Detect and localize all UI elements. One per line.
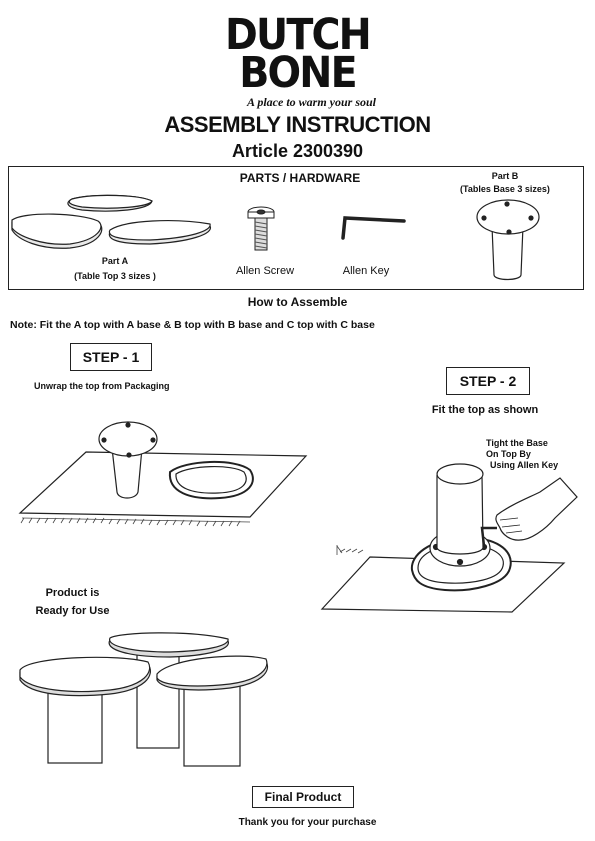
step-1-badge: STEP - 1 — [70, 343, 152, 371]
ready-line-1: Product is — [45, 587, 100, 599]
part-a-table-tops-illustration — [12, 195, 210, 248]
assembly-note: Note: Fit the A top with A base & B top with B base and C top with C base — [10, 319, 375, 331]
step-1-caption: Unwrap the top from Packaging — [34, 381, 170, 391]
thank-you-message: Thank you for your purchase — [238, 817, 377, 828]
callout-line-1: Tight the Base — [486, 438, 548, 448]
parts-heading: PARTS / HARDWARE — [239, 171, 361, 185]
ready-line-2: Ready for Use — [35, 605, 110, 617]
step-2-caption: Fit the top as shown — [431, 404, 539, 416]
allen-key-icon — [343, 218, 404, 238]
brand-line-2: BONE — [239, 48, 356, 98]
brand-tagline: A place to warm your soul — [246, 95, 377, 109]
final-product-badge: Final Product — [252, 786, 354, 808]
final-product-illustration — [20, 633, 268, 766]
part-a-name: Part A — [101, 256, 129, 266]
part-b-base-illustration — [477, 200, 539, 280]
step-2-callout — [486, 438, 586, 471]
step-2-badge: STEP - 2 — [446, 367, 530, 395]
allen-screw-label: Allen Screw — [235, 265, 295, 277]
callout-line-3: Using Allen Key — [490, 460, 559, 470]
step-2-illustration — [322, 464, 577, 612]
brand-line-1: DUTCH — [225, 10, 370, 60]
part-a-description: (Table Top 3 sizes ) — [74, 271, 156, 281]
how-to-assemble-heading: How to Assemble — [247, 295, 348, 309]
document-title: ASSEMBLY INSTRUCTION — [164, 112, 431, 137]
step-1-illustration — [20, 422, 306, 526]
allen-key-label: Allen Key — [342, 265, 390, 277]
callout-line-2: On Top By — [486, 449, 531, 459]
part-b-name: Part B — [491, 171, 519, 181]
allen-screw-icon — [248, 207, 274, 250]
ready-message — [20, 584, 125, 620]
article-number: Article 2300390 — [231, 141, 364, 161]
part-b-description: (Tables Base 3 sizes) — [460, 184, 550, 194]
